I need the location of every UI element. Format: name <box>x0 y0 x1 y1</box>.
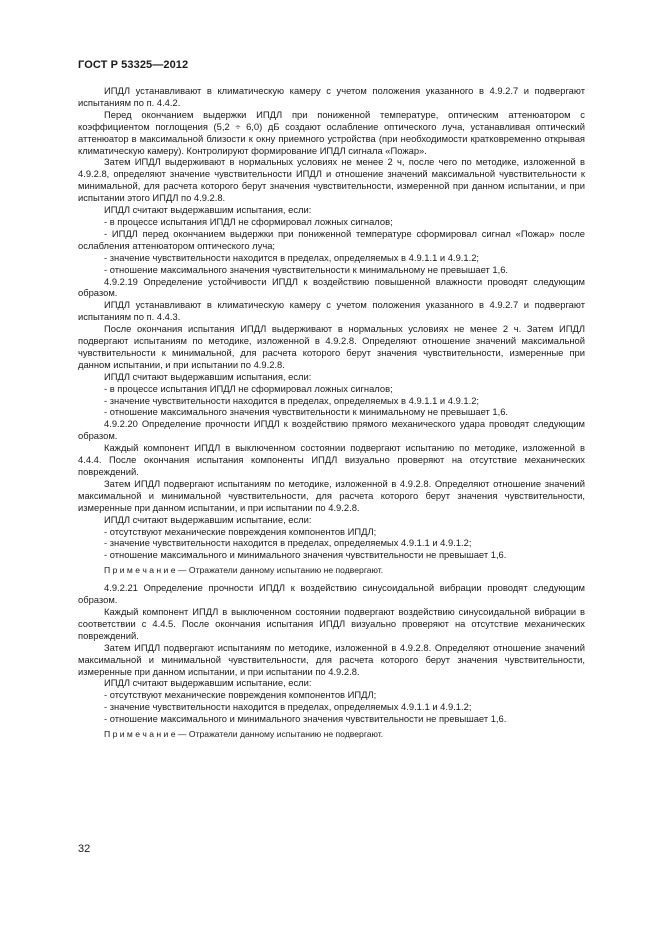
paragraph: ИПДЛ считают выдержавшим испытания, если: <box>104 370 312 382</box>
paragraph: Каждый компонент ИПДЛ в выключенном состоянии подвергают воздействию синусоидальной вибрации в соответствии с 4.4.5. После окончания испытания ИПДЛ визуально проверяют на отсутствие механических повреждений. <box>78 605 585 641</box>
list-item: - отношение максимального значения чувствительности к минимальному не превышает 1,6. <box>104 263 509 275</box>
paragraph: Каждый компонент ИПДЛ в выключенном состоянии подвергают испытанию по методике, изложенной в 4.4.4. После окончания испытания компоненты ИПДЛ визуально проверяют на отсутствие механических повреждений. <box>78 442 585 477</box>
paragraph: ИПДЛ считают выдержавшим испытания, если: <box>104 204 312 216</box>
list-item: - значение чувствительности находится в пределах, определяемых 4.9.1.1 и 4.9.1.2; <box>104 701 472 713</box>
paragraph: Затем ИПДЛ подвергают испытаниям по методике, изложенной в 4.9.2.8. Определяют отношение значений максимальной и минимальной чувствительности, для расчета которого берут значения чувствительности, измеренные при данном испытании, и при испытании по 4.9.2.8. <box>78 641 585 677</box>
list-item: - ИПДЛ перед окончанием выдержки при пониженной температуре сформировал сигнал «Пожар» после ослабления аттенюатором оптического луча; <box>78 227 585 251</box>
section-heading: 4.9.2.20 Определение прочности ИПДЛ к воздействию прямого механического удара проводят следующим образом. <box>78 418 585 442</box>
note: П р и м е ч а н и е — Отражатели данному испытанию не подвергают. <box>104 729 384 740</box>
list-item: - отношение максимального значения чувствительности к минимальному не превышает 1,6. <box>104 406 509 418</box>
list-item: - значение чувствительности находится в пределах, определяемых 4.9.1.1 и 4.9.1.2; <box>104 537 472 549</box>
list-item: - значение чувствительности находится в пределах, определяемых в 4.9.1.1 и 4.9.1.2; <box>104 251 480 263</box>
section-heading: 4.9.2.19 Определение устойчивости ИПДЛ к воздействию повышенной влажности проводят следующим образом. <box>78 275 585 299</box>
list-item: - отношение максимального и минимального значения чувствительности не превышает 1,6. <box>104 713 507 725</box>
paragraph: ИПДЛ устанавливают в климатическую камеру с учетом положения указанного в 4.9.2.7 и подвергают испытаниям по п. 4.4.3. <box>78 299 585 323</box>
note: П р и м е ч а н и е — Отражатели данному испытанию не подвергают. <box>104 565 384 576</box>
paragraph: Затем ИПДЛ выдерживают в нормальных условиях не менее 2 ч, после чего по методике, изложенной в 4.9.2.8, определяют значение чувствительности ИПДЛ и отношение значений максимальной чувствительности к минимальной, для расчета которого берут значения чувствительности, измеренной при данном испытании, и при испытании этого ИПДЛ по 4.9.2.8. <box>78 156 585 204</box>
paragraph: Перед окончанием выдержки ИПДЛ при пониженной температуре, оптическим аттенюатором с коэффициентом поглощения (5,2 ÷ 6,0) дБ создают ослабление оптического луча, устанавливая оптический аттенюатор в максимальной близости к окну приемного устройства (при необходимости кратковременно открывая климатическую камеру). Контролируют формирование ИПДЛ сигнала «Пожар». <box>78 108 585 156</box>
paragraph: Затем ИПДЛ подвергают испытаниям по методике, изложенной в 4.9.2.8. Определяют отношение значений максимальной и минимальной чувствительности, для расчета которого берут значения чувствительности, измеренные при данном испытании, и при испытании по 4.9.2.8. <box>78 477 585 513</box>
paragraph: ИПДЛ считают выдержавшим испытание, если: <box>104 513 312 525</box>
page-number: 32 <box>78 843 91 855</box>
paragraph: После окончания испытания ИПДЛ выдерживают в нормальных условиях не менее 2 ч. Затем ИПДЛ подвергают испытаниям по методике, изложенной в 4.9.2.8. Определяют отношение значений максимальной чувствительности к минимальной, для расчета которого берут значения чувствительности, измеренные при данном испытании, и при испытании по 4.9.2.8. <box>78 323 585 370</box>
list-item: - в процессе испытания ИПДЛ не сформировал ложных сигналов; <box>104 215 393 227</box>
list-item: - в процессе испытания ИПДЛ не сформировал ложных сигналов; <box>104 382 393 394</box>
list-item: - отсутствуют механические повреждения компонентов ИПДЛ; <box>104 689 377 701</box>
document-header: ГОСТ Р 53325—2012 <box>78 59 189 71</box>
section-heading: 4.9.2.21 Определение прочности ИПДЛ к воздействию синусоидальной вибрации проводят следующим образом. <box>78 582 585 606</box>
list-item: - отношение максимального и минимального значения чувствительности не превышает 1,6. <box>104 549 507 561</box>
list-item: - значение чувствительности находится в пределах, определяемых в 4.9.1.1 и 4.9.1.2; <box>104 394 480 406</box>
paragraph: ИПДЛ считают выдержавшим испытание, если: <box>104 677 312 689</box>
list-item: - отсутствуют механические повреждения компонентов ИПДЛ; <box>104 525 377 537</box>
paragraph: ИПДЛ устанавливают в климатическую камеру с учетом положения указанного в 4.9.2.7 и подвергают испытаниям по п. 4.4.2. <box>78 85 585 108</box>
document-body <box>78 85 585 746</box>
